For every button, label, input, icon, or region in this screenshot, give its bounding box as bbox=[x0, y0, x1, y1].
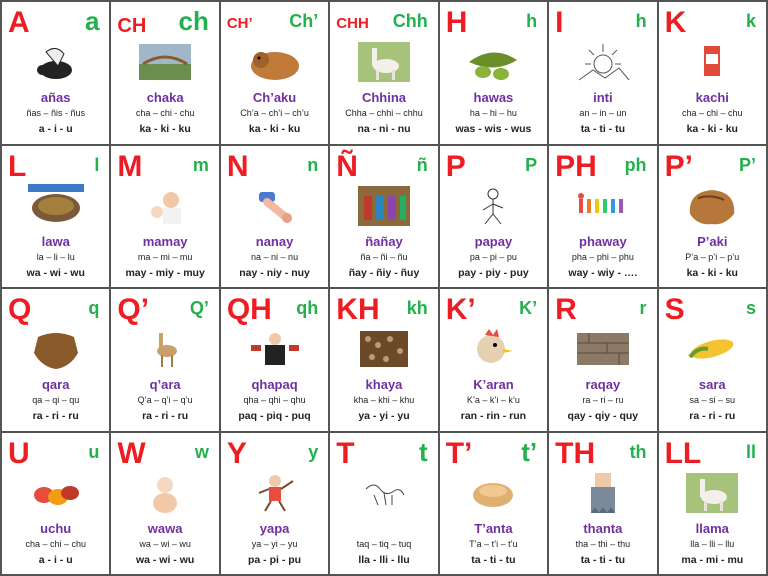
letter-card bbox=[1, 288, 110, 432]
card-word: mamay bbox=[142, 233, 188, 249]
card-syllables: ra – ri – ru bbox=[582, 395, 624, 405]
letter-card bbox=[658, 432, 767, 576]
letter-card bbox=[329, 432, 438, 576]
card-word: Chhina bbox=[361, 90, 407, 105]
card-syllables: pha – phi – phu bbox=[571, 251, 634, 262]
uppercase-letter: N bbox=[226, 149, 249, 183]
lowercase-letter: s bbox=[745, 298, 756, 318]
skunk-icon bbox=[28, 40, 84, 84]
father-icon bbox=[465, 184, 521, 228]
card-vowel-set: ka - ki - ku bbox=[686, 123, 738, 135]
letter-card bbox=[658, 145, 767, 289]
lowercase-letter: P’ bbox=[738, 154, 756, 175]
card-syllables: na – ni – nu bbox=[251, 251, 299, 262]
letter-card bbox=[658, 288, 767, 432]
card-syllables: kha – khi – khu bbox=[353, 395, 415, 405]
card-syllables: ña – ñi – ñu bbox=[360, 251, 408, 262]
card-syllables: tha – thi – thu bbox=[575, 538, 631, 549]
letter-card bbox=[439, 432, 548, 576]
letter-card bbox=[1, 1, 110, 145]
hide-icon bbox=[28, 327, 84, 371]
dog-icon bbox=[247, 40, 303, 84]
card-word: inti bbox=[593, 90, 613, 105]
uppercase-letter: T bbox=[336, 436, 355, 470]
card-word: chaka bbox=[146, 90, 184, 105]
card-word: q’ara bbox=[149, 377, 181, 392]
lowercase-letter: th bbox=[629, 441, 647, 462]
card-word: yapa bbox=[259, 520, 290, 536]
card-word: khaya bbox=[365, 377, 403, 392]
dried-food-icon bbox=[356, 327, 412, 371]
card-vowel-set: ra - ri - ru bbox=[689, 410, 736, 422]
letter-card bbox=[220, 1, 329, 145]
uppercase-letter: TH bbox=[555, 436, 596, 470]
card-word: thanta bbox=[583, 520, 623, 536]
card-word: raqay bbox=[585, 377, 621, 392]
card-vowel-set: was - wis - wus bbox=[455, 123, 532, 135]
card-syllables: sa – si – su bbox=[689, 395, 736, 405]
card-vowel-set: qay - qiy - quy bbox=[567, 410, 639, 422]
card-syllables: Chha – chhi – chhu bbox=[345, 108, 423, 118]
card-syllables: pa – pi – pu bbox=[469, 251, 517, 262]
uppercase-letter: QH bbox=[226, 293, 272, 326]
card-syllables: qha – qhi – qhu bbox=[243, 395, 306, 405]
rich-man-icon bbox=[247, 327, 303, 371]
card-vowel-set: ran - rin - run bbox=[460, 410, 527, 422]
card-vowel-set: may - miy - muy bbox=[125, 266, 205, 279]
mother-icon bbox=[137, 184, 193, 228]
soup-icon bbox=[28, 184, 84, 228]
lowercase-letter: h bbox=[526, 11, 538, 31]
lowercase-letter: a bbox=[84, 6, 100, 36]
card-word: Ch’aku bbox=[252, 90, 297, 105]
lowercase-letter: n bbox=[307, 154, 319, 175]
uppercase-letter: L bbox=[8, 149, 27, 183]
card-vowel-set: a - i - u bbox=[38, 123, 73, 135]
card-vowel-set: pay - piy - puy bbox=[458, 266, 529, 279]
lowercase-letter: kh bbox=[406, 298, 428, 318]
letter-card bbox=[329, 145, 438, 289]
card-word: qara bbox=[41, 377, 70, 392]
letter-card bbox=[548, 432, 657, 576]
ragged-clothes-icon bbox=[575, 471, 631, 515]
uppercase-letter: R bbox=[555, 293, 577, 326]
uppercase-letter: Q’ bbox=[117, 293, 150, 326]
card-word: nanay bbox=[255, 233, 294, 249]
card-vowel-set: wa - wi - wu bbox=[26, 266, 85, 279]
card-word: añas bbox=[40, 90, 71, 105]
sisters-icon bbox=[356, 184, 412, 228]
card-syllables: an – in – un bbox=[579, 108, 627, 118]
card-vowel-set: ka - ki - ku bbox=[139, 123, 191, 135]
card-syllables: ñas – ñis - ñus bbox=[26, 108, 85, 118]
card-syllables: ya – yi – yu bbox=[251, 538, 298, 549]
card-syllables: Ch’a – ch’i – ch’u bbox=[240, 108, 309, 118]
lowercase-letter: w bbox=[194, 441, 209, 462]
card-vowel-set: ra - ri - ru bbox=[32, 410, 79, 422]
uppercase-letter: U bbox=[8, 436, 30, 470]
llama-icon bbox=[684, 471, 740, 515]
card-vowel-set: way - wiy - …. bbox=[568, 266, 638, 279]
letter-card bbox=[110, 145, 219, 289]
girl-icon bbox=[247, 471, 303, 515]
card-word: P’aki bbox=[697, 233, 728, 249]
lowercase-letter: q bbox=[88, 298, 100, 318]
lowercase-letter: ñ bbox=[416, 154, 428, 175]
lowercase-letter: Ch’ bbox=[289, 11, 319, 31]
card-syllables: K’a – k’i – k’u bbox=[466, 395, 520, 405]
lowercase-letter: r bbox=[639, 298, 647, 318]
salt-bag-icon bbox=[684, 40, 740, 84]
lowercase-letter: h bbox=[635, 11, 647, 31]
uppercase-letter: Y bbox=[226, 436, 247, 470]
card-vowel-set: lla - lli - llu bbox=[358, 553, 410, 566]
card-syllables: cha – chi – chu bbox=[682, 108, 743, 118]
uppercase-letter: P’ bbox=[664, 149, 693, 183]
card-vowel-set: ka - ki - ku bbox=[248, 123, 301, 135]
uppercase-letter: T’ bbox=[445, 436, 473, 470]
card-syllables: cha – chi – chu bbox=[25, 538, 86, 549]
uppercase-letter: M bbox=[117, 149, 143, 183]
uppercase-letter: CHH bbox=[336, 15, 369, 32]
card-vowel-set: na - ni - nu bbox=[357, 123, 411, 135]
card-vowel-set: ra - ri - ru bbox=[142, 410, 189, 422]
uppercase-letter: Q bbox=[8, 293, 32, 326]
card-syllables: cha – chi - chu bbox=[135, 108, 195, 118]
card-word: T’anta bbox=[474, 520, 513, 536]
uppercase-letter: P bbox=[445, 149, 466, 183]
letter-card bbox=[548, 288, 657, 432]
corn-icon bbox=[684, 327, 740, 371]
lowercase-letter: k bbox=[745, 11, 756, 31]
lowercase-letter: P bbox=[525, 154, 538, 175]
card-syllables: qa – qi – qu bbox=[32, 395, 80, 405]
card-word: papay bbox=[474, 233, 513, 249]
letter-card bbox=[220, 432, 329, 576]
lowercase-letter: Q’ bbox=[189, 298, 209, 318]
card-vowel-set: nay - niy - nuy bbox=[239, 266, 310, 279]
letter-card bbox=[220, 288, 329, 432]
letter-card bbox=[658, 1, 767, 145]
uppercase-letter: CH bbox=[117, 15, 147, 37]
lowercase-letter: t bbox=[419, 436, 428, 467]
sun-icon bbox=[575, 40, 631, 84]
letter-card bbox=[220, 145, 329, 289]
lowercase-letter: t’ bbox=[521, 436, 538, 467]
bridge-icon bbox=[137, 40, 193, 84]
lowercase-letter: ll bbox=[745, 441, 756, 462]
letter-card bbox=[548, 1, 657, 145]
card-word: wawa bbox=[147, 520, 183, 536]
uppercase-letter: S bbox=[664, 293, 685, 326]
letter-card bbox=[548, 145, 657, 289]
card-syllables: wa – wi – wu bbox=[139, 538, 191, 549]
bread-icon bbox=[465, 471, 521, 515]
card-syllables: Q’a – q’i – q’u bbox=[137, 395, 193, 405]
card-vowel-set: ya - yi - yu bbox=[358, 410, 410, 422]
card-word: qhapaq bbox=[251, 377, 298, 392]
letter-card bbox=[439, 145, 548, 289]
card-word: llama bbox=[695, 520, 729, 536]
card-syllables: P’a – p’i – p’u bbox=[685, 251, 740, 262]
uppercase-letter: K’ bbox=[445, 293, 476, 326]
uppercase-letter: K bbox=[664, 6, 687, 39]
uppercase-letter: KH bbox=[336, 293, 380, 326]
uppercase-letter: LL bbox=[664, 436, 702, 470]
llama-icon bbox=[356, 40, 412, 84]
lowercase-letter: K’ bbox=[519, 298, 538, 318]
letter-card bbox=[1, 432, 110, 576]
uppercase-letter: I bbox=[555, 6, 564, 39]
card-vowel-set: ta - ti - tu bbox=[471, 553, 516, 566]
hands-sketch-icon bbox=[356, 471, 412, 515]
card-word: uchu bbox=[40, 520, 72, 536]
lowercase-letter: qh bbox=[296, 298, 319, 318]
broken-pot-icon bbox=[684, 184, 740, 228]
letter-card bbox=[329, 1, 438, 145]
ruins-icon bbox=[575, 327, 631, 371]
card-vowel-set: ñay - ñiy - ñuy bbox=[348, 266, 420, 279]
card-vowel-set: ma - mi - mu bbox=[681, 553, 744, 566]
letter-card bbox=[110, 288, 219, 432]
card-vowel-set: pa - pi - pu bbox=[248, 553, 302, 566]
card-word: phaway bbox=[579, 233, 627, 249]
card-syllables: taq – tiq – tuq bbox=[356, 538, 412, 549]
lowercase-letter: m bbox=[192, 154, 209, 175]
card-word: sara bbox=[698, 377, 726, 392]
letter-card bbox=[439, 1, 548, 145]
lowercase-letter: u bbox=[88, 441, 100, 462]
letter-card bbox=[110, 432, 219, 576]
card-syllables: T’a – t’i – t’u bbox=[469, 538, 518, 549]
uppercase-letter: A bbox=[8, 6, 30, 39]
card-vowel-set: a - i - u bbox=[38, 553, 73, 566]
uppercase-letter: Ñ bbox=[336, 149, 358, 183]
card-vowel-set: ka - ki - ku bbox=[686, 266, 738, 279]
letter-card bbox=[439, 288, 548, 432]
lowercase-letter: l bbox=[94, 154, 100, 175]
deer-icon bbox=[137, 327, 193, 371]
card-word: K’aran bbox=[473, 377, 514, 392]
peppers-icon bbox=[28, 471, 84, 515]
runners-icon bbox=[575, 184, 631, 228]
card-syllables: la – li – lu bbox=[36, 251, 75, 262]
card-word: ñañay bbox=[365, 233, 403, 249]
hurt-hand-icon bbox=[247, 184, 303, 228]
card-vowel-set: wa - wi - wu bbox=[135, 553, 195, 566]
uppercase-letter: PH bbox=[555, 149, 597, 183]
letter-card bbox=[1, 145, 110, 289]
lowercase-letter: ch bbox=[178, 6, 209, 36]
card-syllables: ma – mi – mu bbox=[137, 251, 193, 262]
letter-card bbox=[110, 1, 219, 145]
letter-card bbox=[329, 288, 438, 432]
card-word: kachi bbox=[695, 90, 729, 105]
card-vowel-set: ta - ti - tu bbox=[580, 553, 626, 566]
lowercase-letter: y bbox=[308, 441, 319, 462]
lowercase-letter: Chh bbox=[392, 11, 428, 31]
baby-icon bbox=[137, 471, 193, 515]
card-word: lawa bbox=[41, 233, 70, 249]
rooster-icon bbox=[465, 327, 521, 371]
card-word: hawas bbox=[473, 90, 514, 105]
card-vowel-set: paq - piq - puq bbox=[238, 410, 311, 422]
card-syllables: lla – lli – llu bbox=[690, 538, 735, 549]
uppercase-letter: H bbox=[445, 6, 468, 39]
uppercase-letter: W bbox=[117, 436, 146, 470]
lowercase-letter: ph bbox=[624, 154, 647, 175]
bean-icon bbox=[465, 40, 521, 84]
card-vowel-set: ta - ti - tu bbox=[580, 123, 626, 135]
uppercase-letter: CH’ bbox=[226, 15, 253, 32]
card-syllables: ha – hi – hu bbox=[469, 108, 517, 118]
